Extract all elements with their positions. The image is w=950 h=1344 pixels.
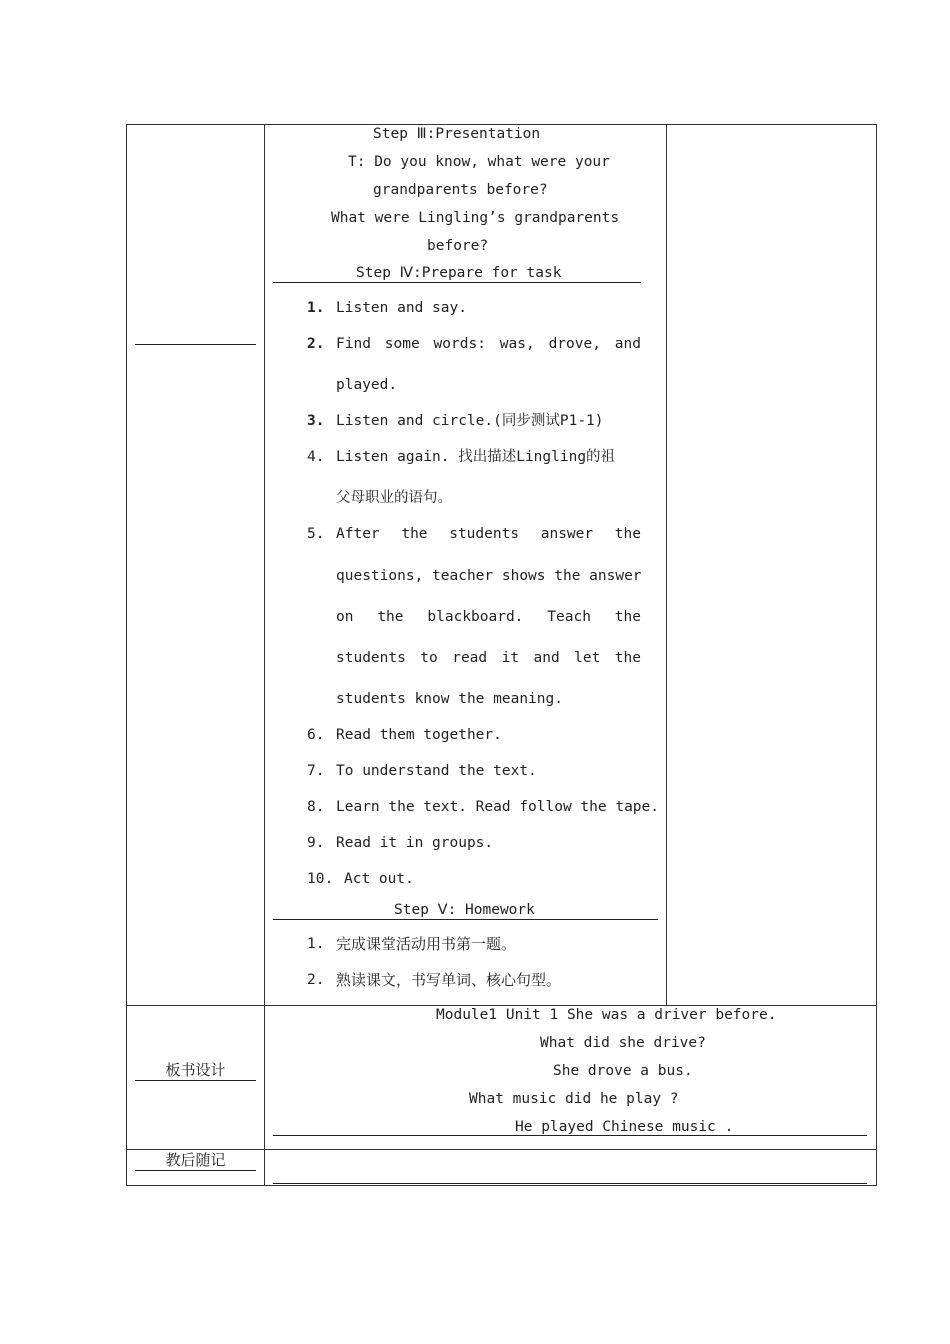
step4-heading-underline xyxy=(273,282,641,283)
board-design-label: 板书设计 xyxy=(165,1061,226,1079)
list-item-text: students know the meaning. xyxy=(336,691,563,707)
list-item-number: 4. xyxy=(307,449,325,465)
step3-line-1: T: Do you know, what were your xyxy=(348,154,610,170)
list-item-number: 2. xyxy=(307,336,325,352)
list-item-text: Listen again. 找出描述Lingling的祖 xyxy=(336,449,616,465)
board-line: She drove a bus. xyxy=(553,1063,693,1079)
step3-heading: Step Ⅲ:Presentation xyxy=(373,126,541,142)
list-item-text: Act out. xyxy=(344,871,414,887)
reflection-label: 教后随记 xyxy=(165,1151,226,1169)
list-item-number: 10. xyxy=(307,871,334,887)
list-item-text: Listen and circle.(同步测试P1-1) xyxy=(336,413,604,429)
list-item-number: 3. xyxy=(307,413,325,429)
list-item-number: 6. xyxy=(307,727,325,743)
homework-item-text: 完成课堂活动用书第一题。 xyxy=(336,935,517,953)
list-item-number: 7. xyxy=(307,763,325,779)
list-item-text: 父母职业的语句。 xyxy=(336,490,452,506)
list-item-text: Find some words: was, drove, and xyxy=(336,336,641,352)
left-col-blank-underline xyxy=(135,344,256,345)
step3-line-2: grandparents before? xyxy=(373,182,548,198)
list-item-text: questions, teacher shows the answer xyxy=(336,568,642,584)
table-border-right xyxy=(876,124,877,1186)
list-item-text: Read them together. xyxy=(336,727,502,743)
list-item-number: 9. xyxy=(307,835,325,851)
table-col-divider-2 xyxy=(666,124,667,1006)
table-border-left xyxy=(126,124,127,1186)
homework-item-number: 1. xyxy=(307,936,325,952)
reflection-blank-line xyxy=(273,1183,867,1184)
board-line: He played Chinese music . xyxy=(515,1119,734,1135)
reflection-underline xyxy=(135,1170,256,1171)
board-line: What music did he play ? xyxy=(469,1091,679,1107)
step4-heading: Step Ⅳ:Prepare for task xyxy=(356,265,562,281)
board-design-underline xyxy=(135,1080,256,1081)
list-item-text: played. xyxy=(336,377,398,393)
board-underline xyxy=(273,1135,867,1136)
table-row-divider-2 xyxy=(126,1149,877,1150)
list-item-text: To understand the text. xyxy=(336,763,537,779)
table-col-divider-1 xyxy=(264,124,265,1186)
table-border-bottom xyxy=(126,1185,877,1186)
homework-item-text: 熟读课文，书写单词、核心句型。 xyxy=(336,971,562,989)
board-line: What did she drive? xyxy=(540,1035,706,1051)
step3-line-3: What were Lingling’s grandparents xyxy=(331,210,620,226)
list-item-text: Learn the text. Read follow the tape. xyxy=(336,799,660,815)
list-item-text: After the students answer the xyxy=(336,526,641,542)
list-item-text: Listen and say. xyxy=(336,300,467,316)
list-item-text: on the blackboard. Teach the xyxy=(336,609,641,625)
list-item-text: students to read it and let the xyxy=(336,650,641,666)
list-item-text: Read it in groups. xyxy=(336,835,494,851)
step5-heading: Step Ⅴ: Homework xyxy=(394,902,535,918)
step3-line-4: before? xyxy=(427,238,489,254)
list-item-number: 1. xyxy=(307,300,325,316)
list-item-number: 5. xyxy=(307,526,325,542)
step5-heading-underline xyxy=(273,919,658,920)
board-line-title: Module1 Unit 1 She was a driver before. xyxy=(436,1007,777,1023)
homework-item-number: 2. xyxy=(307,972,325,988)
list-item-number: 8. xyxy=(307,799,325,815)
